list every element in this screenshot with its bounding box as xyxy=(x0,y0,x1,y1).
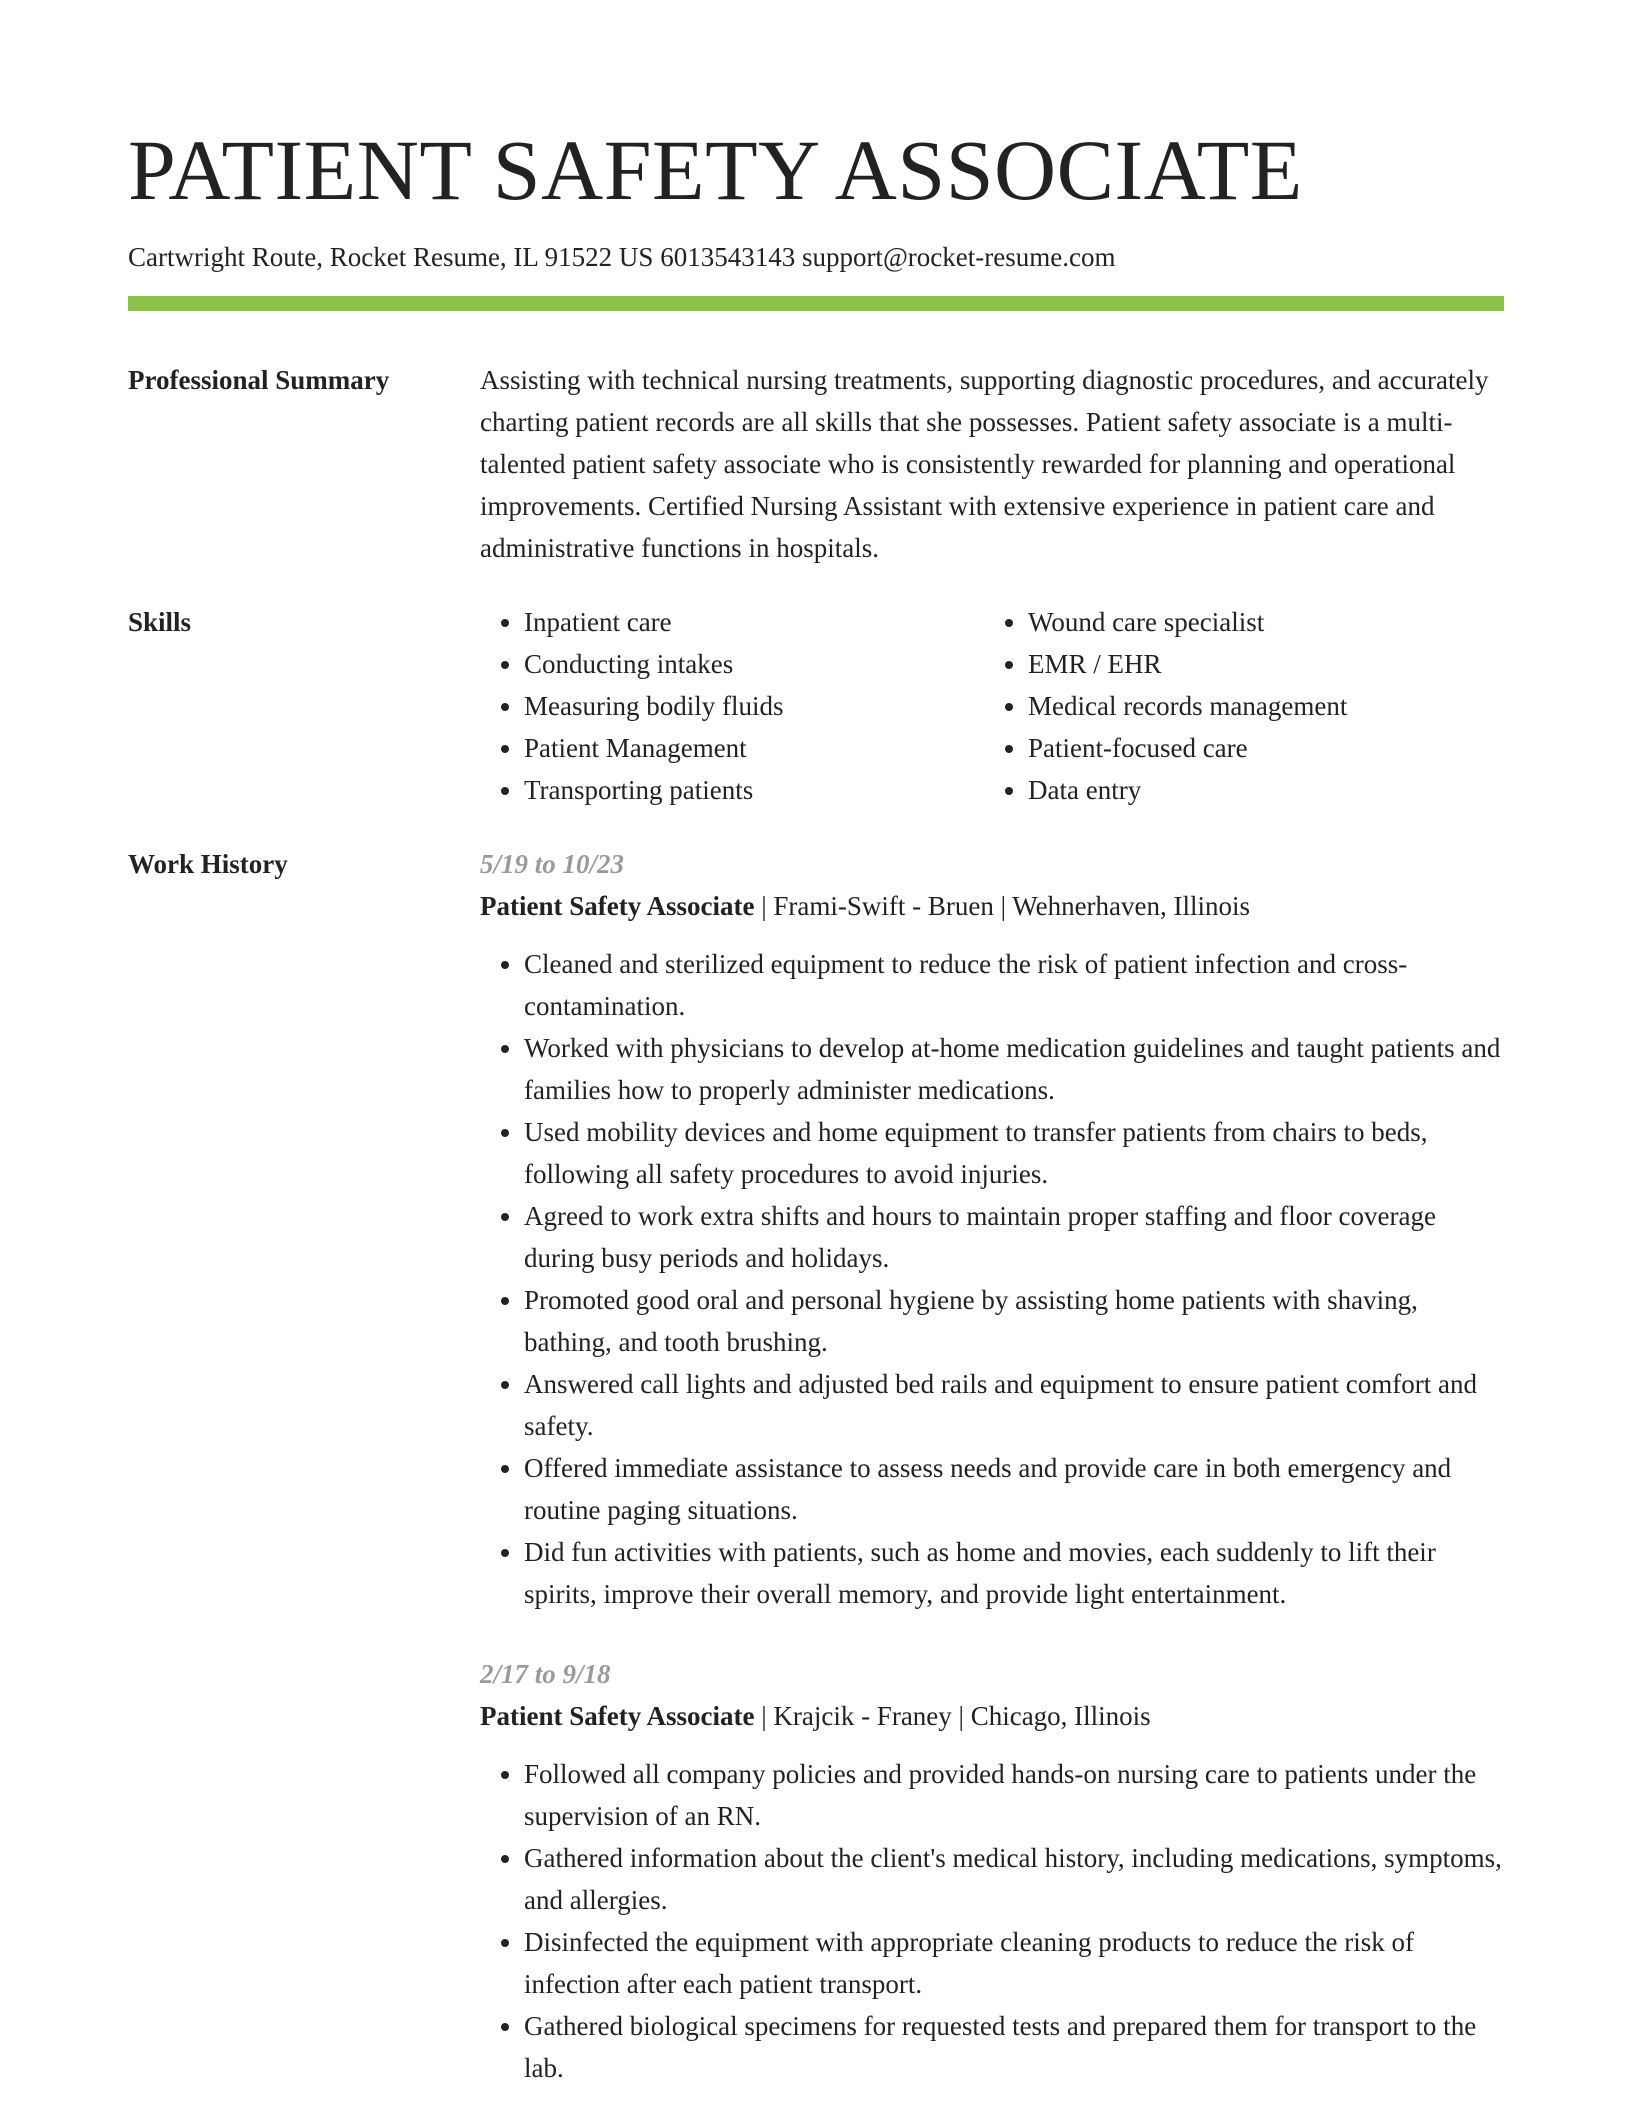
work-history-section xyxy=(128,843,1504,2127)
contact-line xyxy=(128,240,1504,274)
work-history-body xyxy=(480,843,1504,2127)
job-bullet: • Followed all company policies and provided hands-on nursing care to patients under the supervision of an RN. xyxy=(524,1753,1504,1837)
contact-address: Cartwright Route, Rocket Resume, IL 91522 US xyxy=(128,242,654,272)
job-bullet: • Worked with physicians to develop at-home medication guidelines and taught patients and families how to properly administer medications. xyxy=(524,1027,1504,1111)
summary-text: Assisting with technical nursing treatments, supporting diagnostic procedures, and accurately charting patient records are all skills that she possesses. Patient safety associate is a multi-talented patient safety associate who is consistently rewarded for planning and operational improvements. Certified Nursing Assistant with extensive experience in patient care and administrative functions in hospitals. xyxy=(480,365,1489,563)
summary-heading: Professional Summary xyxy=(128,365,390,395)
job-bullet: • Agreed to work extra shifts and hours to maintain proper staffing and floor coverage during busy periods and holidays. xyxy=(524,1195,1504,1279)
job-separator: | xyxy=(958,1701,964,1731)
skills-columns xyxy=(480,601,1504,811)
skill-item: • Patient Management xyxy=(524,727,984,769)
skill-item: • EMR / EHR xyxy=(1028,643,1488,685)
job-bullets xyxy=(480,943,1504,1615)
skill-item: • Measuring bodily fluids xyxy=(524,685,984,727)
job-dates: 2/17 to 9/18 xyxy=(480,1659,611,1689)
skills-section xyxy=(128,601,1504,811)
accent-divider xyxy=(128,296,1504,311)
job-bullet: • Offered immediate assistance to assess needs and provide care in both emergency and routine paging situations. xyxy=(524,1447,1504,1531)
job-entry xyxy=(480,843,1504,1615)
resume-name: PATIENT SAFETY ASSOCIATE xyxy=(128,122,1303,218)
job-location: Wehnerhaven, Illinois xyxy=(1012,891,1251,921)
job-location: Chicago, Illinois xyxy=(970,1701,1151,1731)
skills-list-right xyxy=(984,601,1488,811)
job-bullet: • Cleaned and sterilized equipment to reduce the risk of patient infection and cross-contamination. xyxy=(524,943,1504,1027)
skill-item: • Medical records management xyxy=(1028,685,1488,727)
skills-list-left xyxy=(480,601,984,811)
job-separator: | xyxy=(1000,891,1006,921)
job-bullet: • Promoted good oral and personal hygiene by assisting home patients with shaving, bathing, and tooth brushing. xyxy=(524,1279,1504,1363)
job-separator: | xyxy=(761,891,767,921)
job-company: Frami-Swift - Bruen xyxy=(773,891,994,921)
job-bullet: • Used mobility devices and home equipment to transfer patients from chairs to beds, following all safety procedures to avoid injuries. xyxy=(524,1111,1504,1195)
job-title-line xyxy=(480,885,1504,927)
job-company: Krajcik - Franey xyxy=(773,1701,952,1731)
job-bullet: • Disinfected the equipment with appropriate cleaning products to reduce the risk of infection after each patient transport. xyxy=(524,1921,1504,2005)
skill-item: • Conducting intakes xyxy=(524,643,984,685)
job-title: Patient Safety Associate xyxy=(480,891,755,921)
contact-email: support@rocket-resume.com xyxy=(801,242,1116,272)
skill-item: • Wound care specialist xyxy=(1028,601,1488,643)
job-bullets xyxy=(480,1753,1504,2089)
skill-item: • Data entry xyxy=(1028,769,1488,811)
skill-item: • Transporting patients xyxy=(524,769,984,811)
job-title-line xyxy=(480,1695,1504,1737)
skills-heading: Skills xyxy=(128,607,192,637)
job-title: Patient Safety Associate xyxy=(480,1701,755,1731)
resume-page xyxy=(128,0,1504,2127)
job-dates: 5/19 to 10/23 xyxy=(480,849,625,879)
job-bullet: • Gathered information about the client's medical history, including medications, symptoms, and allergies. xyxy=(524,1837,1504,1921)
job-bullet: • Answered call lights and adjusted bed rails and equipment to ensure patient comfort and safety. xyxy=(524,1363,1504,1447)
job-separator: | xyxy=(761,1701,767,1731)
work-history-heading: Work History xyxy=(128,849,288,879)
summary-section xyxy=(128,359,1504,569)
skill-item: • Patient-focused care xyxy=(1028,727,1488,769)
job-bullet: • Gathered biological specimens for requested tests and prepared them for transport to the lab. xyxy=(524,2005,1504,2089)
job-bullet: • Did fun activities with patients, such as home and movies, each suddenly to lift their spirits, improve their overall memory, and provide light entertainment. xyxy=(524,1531,1504,1615)
contact-phone: 6013543143 xyxy=(660,242,796,272)
skill-item: • Inpatient care xyxy=(524,601,984,643)
job-entry xyxy=(480,1653,1504,2089)
